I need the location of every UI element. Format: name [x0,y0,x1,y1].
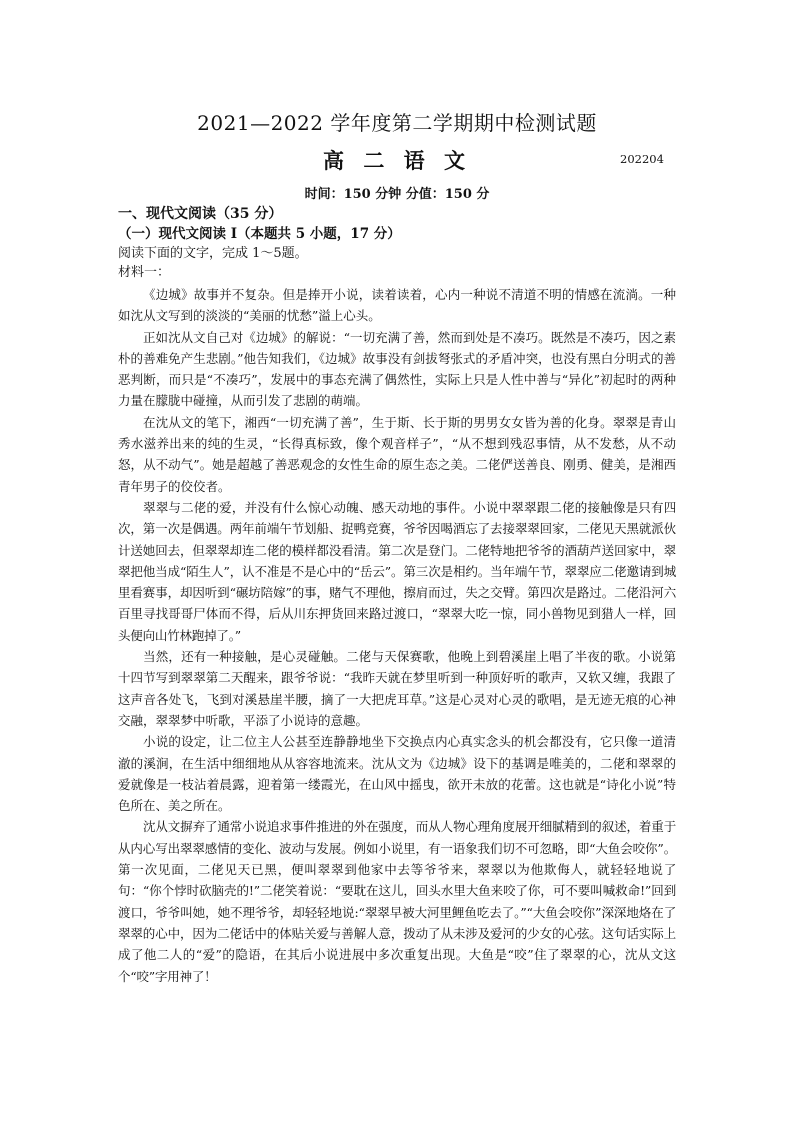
exam-code: 202204 [620,152,664,166]
passage-paragraph: 当然，还有一种接触，是心灵碰触。二佬与天保赛歌，他晚上到碧溪崖上唱了半夜的歌。小说第十四节写到翠翠第二天醒来，跟爷爷说：“我昨天就在梦里听到一种顶好听的歌声，又软又缠，我跟了这声音各处飞，飞到对溪悬崖半腰，摘了一大把虎耳草。”这是心灵对心灵的歌唱，是无迹无痕的心神交融，翠翠梦中听歌，平添了小说诗的意趣。 [118,649,676,728]
section-heading: 一、现代文阅读（35 分） [118,206,283,222]
reading-instruction: 阅读下面的文字，完成 1～5题。 [118,246,308,261]
time-score-line: 时间：150 分钟 分值：150 分 [304,187,490,202]
passage-paragraph: 《边城》故事并不复杂。但是捧开小说，读着读着，心内一种说不清道不明的情感在流淌。一种如沈从文写到的淡淡的“美丽的忧愁”溢上心头。 [118,287,676,324]
passage-paragraph: 在沈从文的笔下，湘西“一切充满了善”，生于斯、长于斯的男男女女皆为善的化身。翠翠是青山秀水滋养出来的纯的生灵，“长得真标致，像个观音样子”，“从不想到残忍事情，从不发愁，从不动怒，从不动气”。她是超越了善恶观念的女性生命的原生态之美。二佬俨送善良、刚勇、健美，是湘西青年男子的佼佼者。 [118,414,676,494]
reading-passage [118,284,676,987]
subject-title: 高 二 语 文 [323,148,471,173]
passage-paragraph: 小说的设定，让二位主人公甚至连静静地坐下交换点内心真实念头的机会都没有，它只像一道清澈的溪涧，在生活中细细地从从容容地流来。沈从文为《边城》设下的基调是唯美的，二佬和翠翠的爱就像是一枝沾着晨露，迎着第一缕霞光，在山风中摇曳，欲开未放的花蕾。这也就是“诗化小说”特色所在、美之所在。 [118,734,676,814]
exam-title: 2021—2022 学年度第二学期期中检测试题 [197,111,597,135]
passage-paragraph: 正如沈从文自己对《边城》的解说：“一切充满了善，然而到处是不凑巧。既然是不凑巧，因之素朴的善难免产生悲剧。”他告知我们，《边城》故事没有剑拔弩张式的矛盾冲突，也没有黑白分明式的善恶判断，而只是“不凑巧”，发展中的事态充满了偶然性，实际上只是人性中善与“异化”初起时的两种力量在朦胧中碰撞，从而引发了悲剧的萌端。 [118,329,676,409]
subsection-heading: （一）现代文阅读 I（本题共 5 小题，17 分） [118,226,401,242]
passage-paragraph: 沈从文摒弃了通常小说追求事件推进的外在强度，而从人物心理角度展开细腻精到的叙述，着重于从内心写出翠翠感情的变化、波动与发展。例如小说里，有一语象我们切不可忽略，即“大鱼会咬你”。第一次见面，二佬见天已黑，便叫翠翠到他家中去等爷爷来，翠翠以为他欺侮人，就轻轻地说了句：“你个悖时砍脑壳的!”二佬笑着说：“要耽在这儿，回头水里大鱼来咬了你，可不要叫喊救命!”回到渡口，爷爷叫她，她不理爷爷，却轻轻地说:“翠翠早被大河里鲤鱼吃去了。”“大鱼会咬你”深深地烙在了翠翠的心中，因为二佬话中的体贴关爱与善解人意，拨动了从未涉及爱河的少女的心弦。这句话实际上成了他二人的“爱”的隐语，在其后小说进展中多次重复出现。大鱼是“咬”住了翠翠的心，沈从文这个“咬”字用神了！ [118,819,676,984]
material-label: 材料一： [118,265,171,280]
passage-paragraph: 翠翠与二佬的爱，并没有什么惊心动魄、感天动地的事件。小说中翠翠跟二佬的接触像是只有四次，第一次是偶遇。两年前端午节划船、捉鸭竞赛，爷爷因喝酒忘了去接翠翠回家，二佬见天黑就派伙计送她回去，但翠翠却连二佬的模样都没看清。第二次是登门。二佬特地把爷爷的酒葫芦送回家中，翠翠把他当成“陌生人”，认不准是不是心中的“岳云”。第三次是相约。当年端午节，翠翠应二佬邀请到城里看赛事，却因听到“碾坊陪嫁”的事，赌气不理他，擦肩而过，失之交臂。第四次是路过。二佬沿河六百里寻找哥哥尸体而不得，后从川东押货回来路过渡口，“翠翠大吃一惊，同小兽物见到猎人一样，回头便向山竹林跑掉了。” [118,499,676,643]
